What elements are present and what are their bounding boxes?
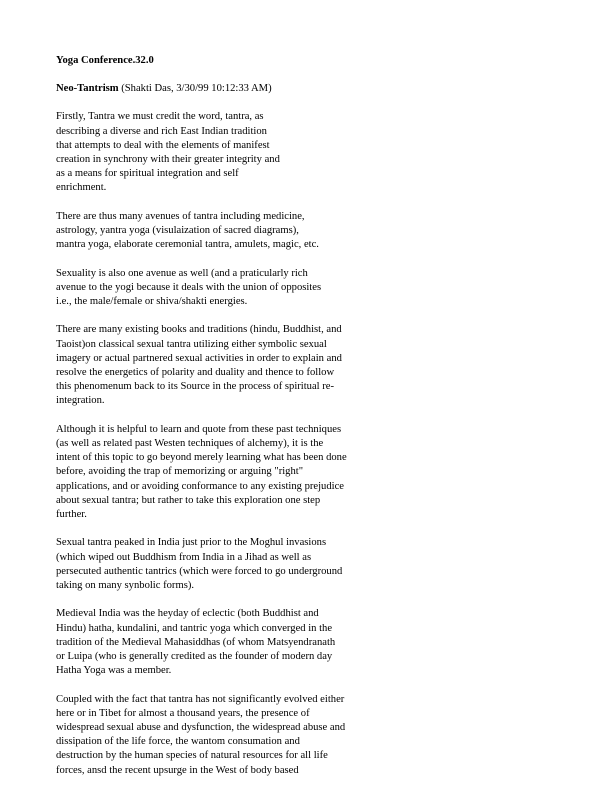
text-line: Taoist)on classical sexual tantra utilizing either symbolic sexual xyxy=(56,338,327,350)
text-line: There are thus many avenues of tantra including medicine, xyxy=(56,210,305,222)
text-line: avenue to the yogi because it deals with the union of opposites xyxy=(56,281,322,293)
paragraph xyxy=(56,693,386,778)
post-meta: (Shakti Das, 3/30/99 10:12:33 AM) xyxy=(118,83,272,95)
paragraph xyxy=(56,267,386,310)
text-line: destruction by the human species of natural resources for all life xyxy=(56,750,328,762)
text-line: Hatha Yoga was a member. xyxy=(56,665,172,677)
post-byline xyxy=(56,82,386,96)
document-title: Yoga Conference.32.0 xyxy=(56,55,154,66)
text-line: describing a diverse and rich East Indian tradition xyxy=(56,125,267,137)
text-line: Although it is helpful to learn and quote from these past techniques xyxy=(56,423,342,435)
document-page xyxy=(56,54,386,792)
text-line: resolve the energetics of polarity and duality and thence to follow xyxy=(56,367,335,379)
text-line: mantra yoga, elaborate ceremonial tantra, amulets, magic, etc. xyxy=(56,239,319,251)
paragraph xyxy=(56,110,386,195)
paragraph xyxy=(56,323,386,408)
text-line: integration. xyxy=(56,395,105,407)
text-line: dissipation of the life force, the wantom consumation and xyxy=(56,736,300,748)
text-line: Hindu) hatha, kundalini, and tantric yoga which converged in the xyxy=(56,622,333,634)
text-line: intent of this topic to go beyond merely learning what has been done xyxy=(56,452,347,464)
text-line: widespread sexual abuse and dysfunction, the widespread abuse and xyxy=(56,722,346,734)
text-line: There are many existing books and traditions (hindu, Buddhist, and xyxy=(56,324,342,336)
text-line: Medieval India was the heyday of eclectic (both Buddhist and xyxy=(56,608,319,620)
text-line: imagery or actual partnered sexual activities in order to explain and xyxy=(56,352,342,364)
text-line: here or in Tibet for almost a thousand years, the presence of xyxy=(56,707,310,719)
text-line: Sexuality is also one avenue as well (and a praticularly rich xyxy=(56,267,308,279)
document-body xyxy=(56,110,386,777)
paragraph xyxy=(56,210,386,253)
text-line: Sexual tantra peaked in India just prior to the Moghul invasions xyxy=(56,537,327,549)
text-line: further. xyxy=(56,509,87,521)
text-line: forces, ansd the recent upsurge in the West of body based xyxy=(56,764,299,776)
text-line: astrology, yantra yoga (visulaization of sacred diagrams), xyxy=(56,225,299,237)
text-line: as a means for spiritual integration and self xyxy=(56,168,239,180)
text-line: this phenomenum back to its Source in the process of spiritual re- xyxy=(56,381,335,393)
text-line: or Luipa (who is generally credited as the founder of modern day xyxy=(56,651,333,663)
text-line: that attempts to deal with the elements of manifest xyxy=(56,139,270,151)
paragraph xyxy=(56,423,386,522)
text-line: applications, and or avoiding conformance to any existing prejudice xyxy=(56,480,345,492)
text-line: (which wiped out Buddhism from India in a Jihad as well as xyxy=(56,551,312,563)
paragraph xyxy=(56,536,386,593)
text-line: enrichment. xyxy=(56,182,107,194)
text-line: Coupled with the fact that tantra has not significantly evolved either xyxy=(56,693,345,705)
text-line: tradition of the Medieval Mahasiddhas (of whom Matsyendranath xyxy=(56,636,336,648)
text-line: about sexual tantra; but rather to take this exploration one step xyxy=(56,494,321,506)
paragraph xyxy=(56,607,386,678)
text-line: taking on many synbolic forms). xyxy=(56,580,194,592)
post-title: Neo-Tantrism xyxy=(56,83,119,95)
text-line: Firstly, Tantra we must credit the word, tantra, as xyxy=(56,111,264,123)
text-line: persecuted authentic tantrics (which were forced to go underground xyxy=(56,565,343,577)
text-line: before, avoiding the trap of memorizing or arguing "right" xyxy=(56,466,304,478)
text-line: i.e., the male/female or shiva/shakti energies. xyxy=(56,296,248,308)
text-line: (as well as related past Westen techniques of alchemy), it is the xyxy=(56,438,324,450)
text-line: creation in synchrony with their greater integrity and xyxy=(56,154,280,166)
